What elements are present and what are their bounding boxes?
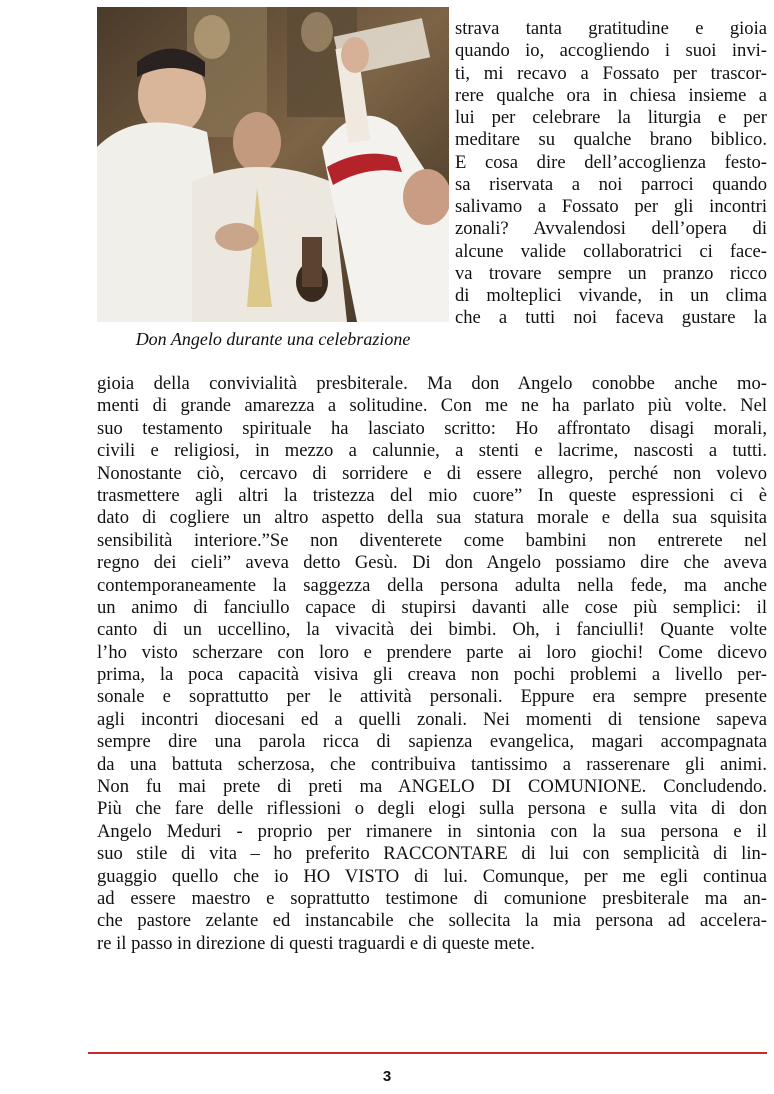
text-line: agli incontri diocesani ed a quelli zonali. Nei momenti di tensione sapeva <box>97 708 767 730</box>
text-line: menti di grande amarezza a solitudine. Con me ne ha parlato più volte. Nel <box>97 395 767 417</box>
text-line: prima, la poca capacità visiva gli creava non pochi problemi a livello per- <box>97 664 767 686</box>
text-line: ad essere maestro e soprattutto testimone di comunione presbiterale ma an- <box>97 887 767 909</box>
text-line: sonale e soprattutto per le attività personali. Eppure era sempre presente <box>97 686 767 708</box>
page-number: 3 <box>382 1068 392 1085</box>
text-line: meditare su qualche brano biblico. <box>455 129 767 151</box>
text-line: Angelo Meduri - proprio per rimanere in sintonia con la sua persona e il <box>97 820 767 842</box>
text-line: di molteplici vivande, in un clima <box>455 285 767 306</box>
text-line: civili e religiosi, in mezzo a calunnie, a stenti e lacrime, nascosti a tutti. <box>97 440 767 462</box>
text-line: gioia della convivialità presbiterale. Ma don Angelo conobbe anche mo- <box>97 373 767 394</box>
text-line: regno dei cieli” aveva detto Gesù. Di don Angelo possiamo dire che aveva <box>97 552 767 574</box>
text-line: suo stile di vita – ho preferito RACCONTARE di lui con semplicità di lin- <box>97 843 767 865</box>
text-line: quando io, accogliendo i suoi invi- <box>455 40 767 62</box>
text-line: un animo di fanciullo capace di stupirsi davanti alle cose più semplici: il <box>97 596 767 618</box>
text-line: trasmettere agli altri la tristezza del mio cuore” In queste espressioni ci è <box>97 484 767 506</box>
footer-rule <box>88 1052 767 1054</box>
text-line: va trovare sempre un pranzo ricco <box>455 262 767 284</box>
text-line: che pastore zelante ed instancabile che sollecita la mia persona ad accelera- <box>97 910 767 932</box>
text-line: che a tutti noi faceva gustare la <box>455 307 767 329</box>
text-line: Nonostante ciò, cercavo di sorridere e di essere allegro, perché non volevo <box>97 462 767 484</box>
text-line: Non fu mai prete di preti ma ANGELO DI COMUNIONE. Concludendo. <box>97 776 767 798</box>
text-line: sensibilità interiore.”Se non diventerete come bambini non entrerete nel <box>97 529 767 551</box>
text-line: contemporaneamente la saggezza della persona adulta nella fede, ma anche <box>97 574 767 596</box>
text-line: suo testamento spirituale ha lasciato scritto: Ho affrontato disagi morali, <box>97 417 767 439</box>
text-line: zonali? Avvalendosi dell’opera di <box>455 218 767 240</box>
text-line: da una battuta scherzosa, che contribuiva tantissimo a rasserenare gli animi. <box>97 753 767 775</box>
celebration-photo <box>97 7 449 322</box>
text-line: dato di cogliere un altro aspetto della sua statura morale e della sua squisita <box>97 507 767 529</box>
top-text-column <box>455 18 767 330</box>
text-line: E cosa dire dell’accoglienza festo- <box>455 151 767 173</box>
text-line: ti, mi recavo a Fossato per trascor- <box>455 62 767 84</box>
text-line: sempre dire una parola ricca di sapienza evangelica, magari accompagnata <box>97 731 767 753</box>
text-line: salivamo a Fossato per gli incontri <box>455 196 767 217</box>
text-line: Più che fare delle riflessioni o degli elogi sulla persona e sulla vita di don <box>97 798 767 820</box>
text-line: guaggio quello che io HO VISTO di lui. Comunque, per me egli continua <box>97 865 767 887</box>
text-line: rere qualche ora in chiesa insieme a <box>455 84 767 106</box>
text-line: sa riservata a noi parroci quando <box>455 173 767 195</box>
body-text <box>97 373 767 955</box>
text-line: alcune valide collaboratrici ci face- <box>455 240 767 262</box>
text-line: re il passo in direzione di questi traguardi e di queste mete. <box>97 932 535 954</box>
text-line: lui per celebrare la liturgia e per <box>455 107 767 128</box>
text-line: canto di un uccellino, la vivacità dei bimbi. Oh, i fanciulli! Quante volte <box>97 619 767 641</box>
text-line: l’ho visto scherzare con loro e prendere parte ai loro giochi! Come dicevo <box>97 641 767 663</box>
text-line: strava tanta gratitudine e gioia <box>455 18 767 39</box>
photo-caption: Don Angelo durante una celebrazione <box>135 329 411 349</box>
